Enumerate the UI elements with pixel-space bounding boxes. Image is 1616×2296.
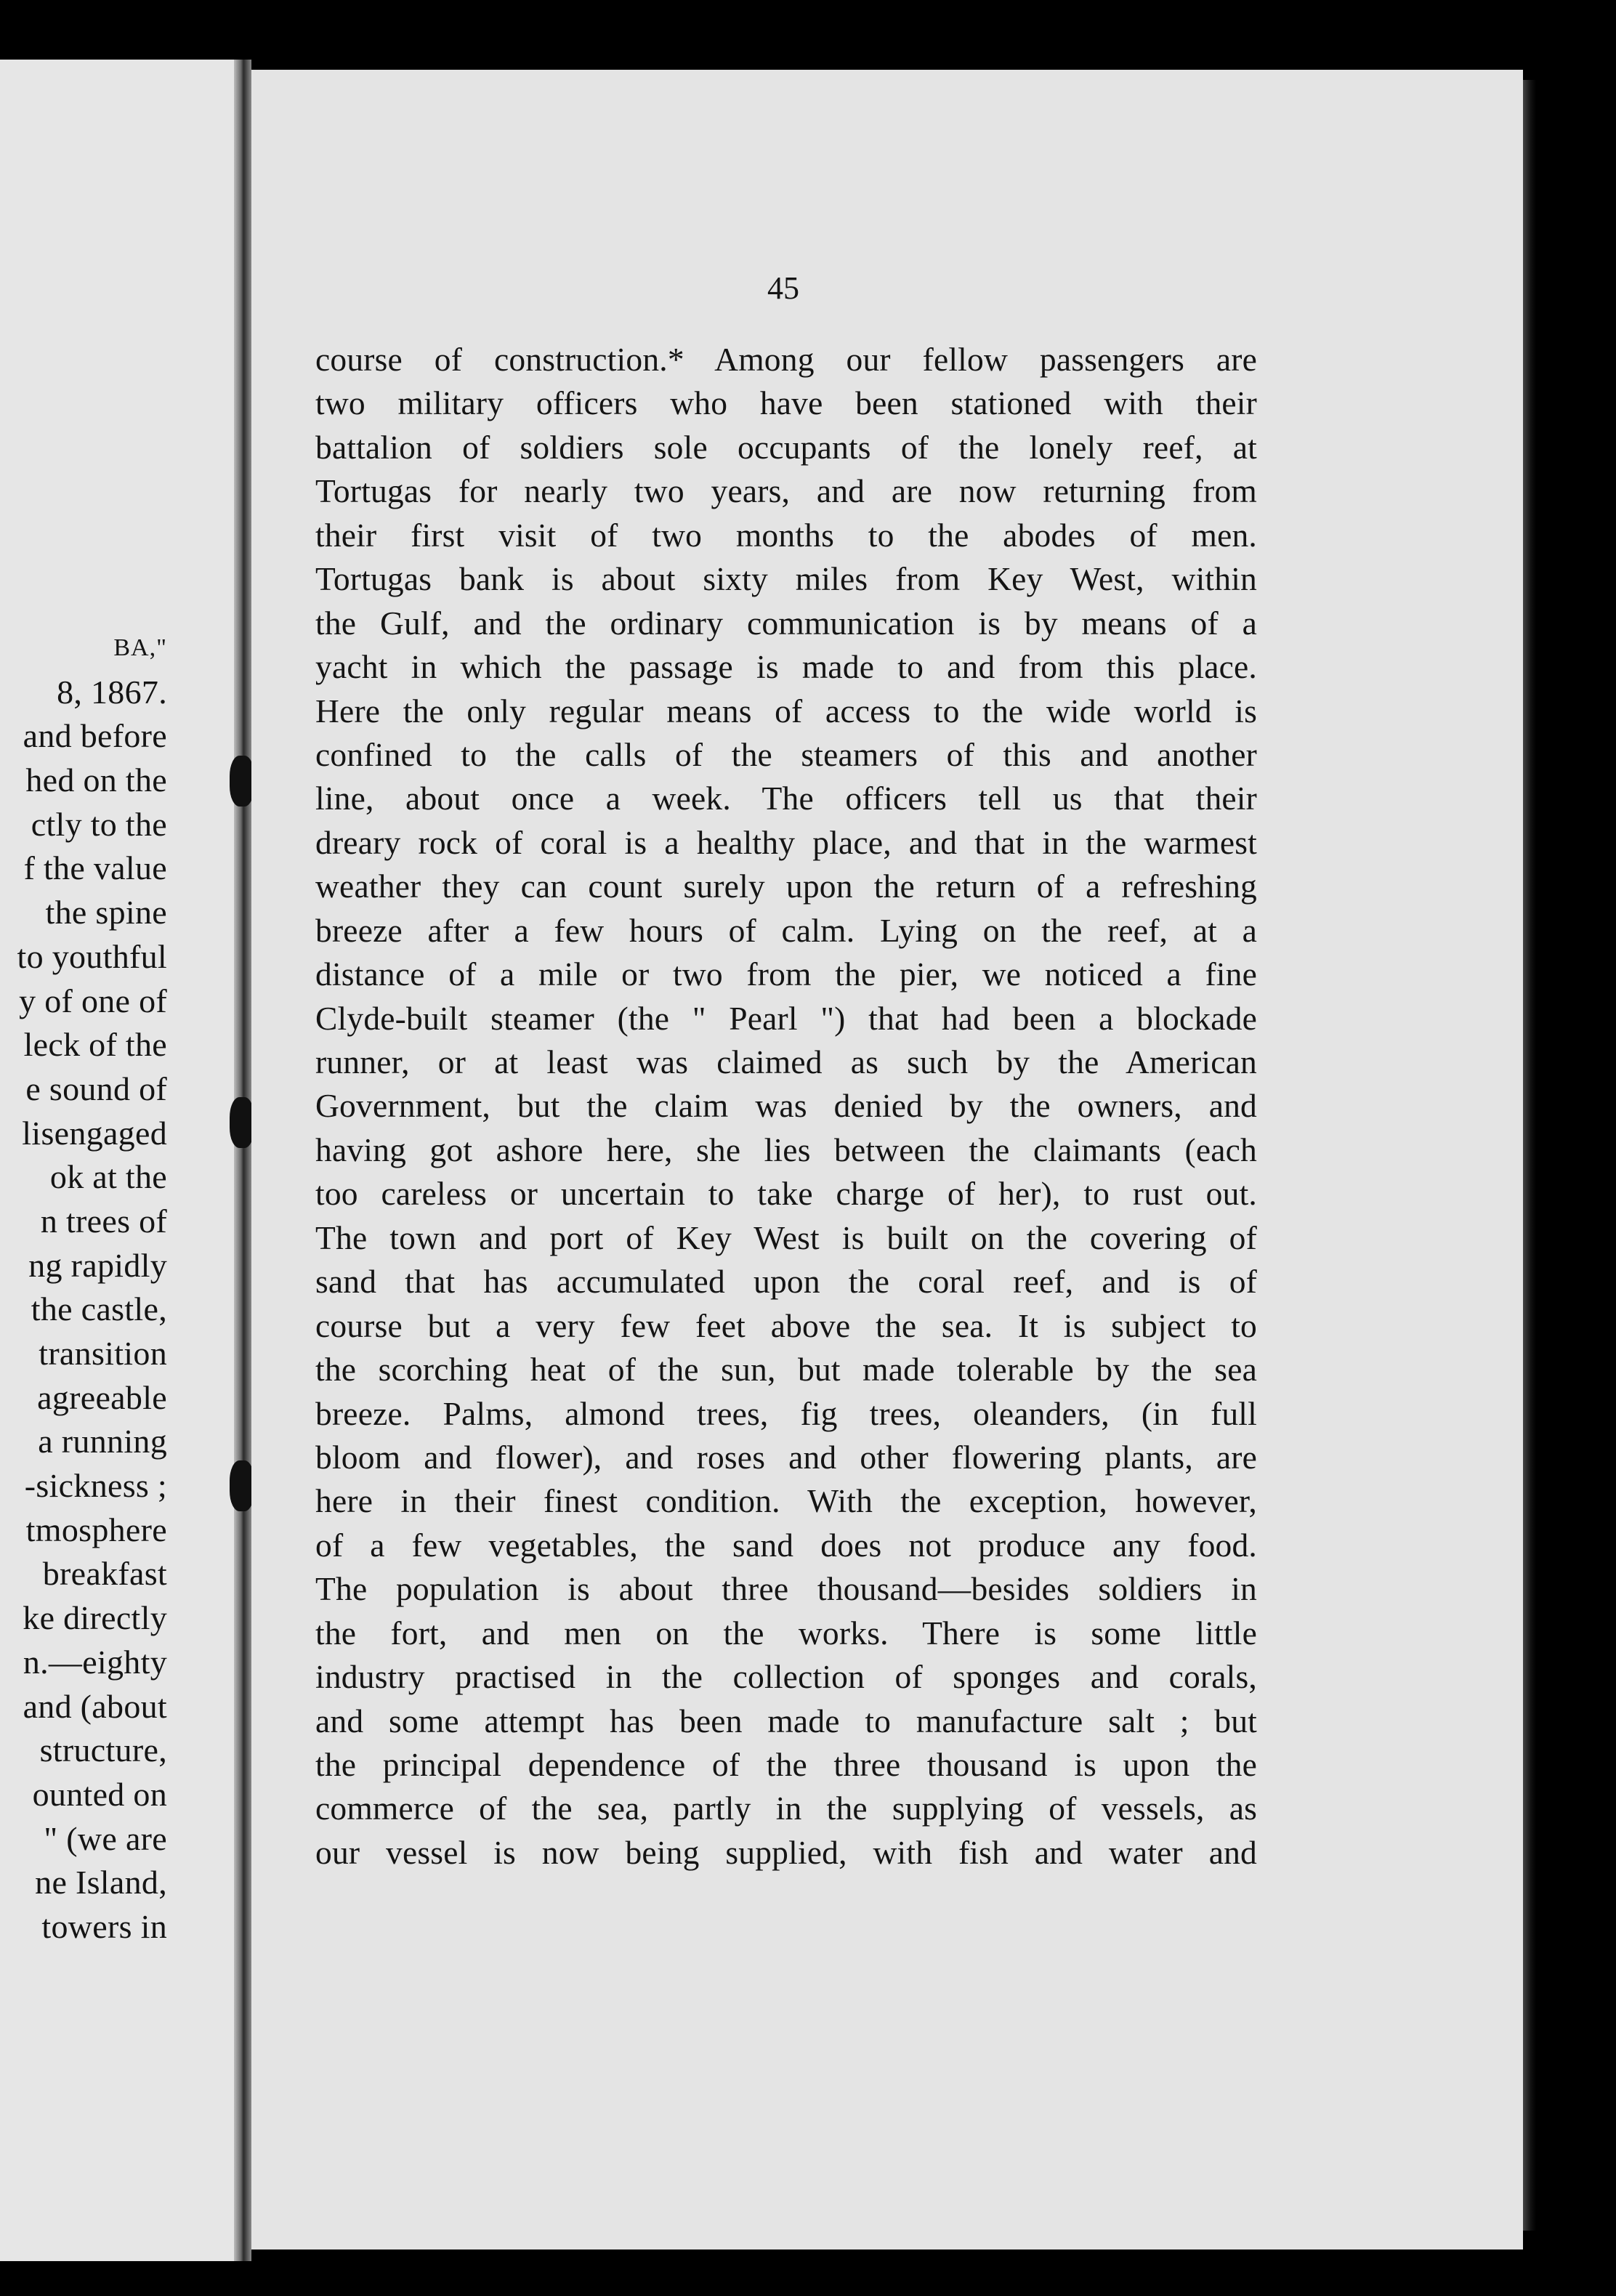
text-line: the scorching heat of the sun, but made tolerable by the sea [315, 1351, 1257, 1388]
text-line: breeze after a few hours of calm. Lying on the reef, at a [315, 911, 1257, 949]
text-line: their first visit of two months to the abodes of men. [315, 516, 1257, 554]
text-line: Tortugas for nearly two years, and are now returning from [315, 472, 1257, 510]
facing-text-line: -sickness ; [24, 1467, 167, 1505]
facing-text-line: breakfast [42, 1555, 167, 1593]
text-line: distance of a mile or two from the pier, we noticed a fine [315, 955, 1257, 993]
text-line: yacht in which the passage is made to and from this place. [315, 648, 1257, 686]
facing-text-line: the spine [45, 894, 167, 931]
text-line: the principal dependence of the three thousand is upon the [315, 1746, 1257, 1783]
facing-text-line: transition [39, 1335, 167, 1372]
facing-page-fragment [0, 60, 234, 2261]
text-line: runner, or at least was claimed as such by the American [315, 1043, 1257, 1080]
facing-text-line: ng rapidly [28, 1246, 167, 1284]
facing-text-line: 8, 1867. [57, 673, 167, 711]
text-line: line, about once a week. The officers tell us that their [315, 780, 1257, 817]
text-line: our vessel is now being supplied, with fish and water and [315, 1833, 1257, 1871]
body-text [315, 338, 1257, 1875]
text-line: of a few vegetables, the sand does not produce any food. [315, 1526, 1257, 1564]
facing-text-line: ne Island, [35, 1864, 167, 1901]
facing-text-line: n trees of [40, 1202, 167, 1240]
text-line: dreary rock of coral is a healthy place, and that in the warmest [315, 823, 1257, 861]
text-line: and some attempt has been made to manufacture salt ; but [315, 1702, 1257, 1739]
facing-text-line: f the value [23, 849, 167, 887]
binding-tie [230, 1097, 254, 1148]
text-line: Here the only regular means of access to the wide world is [315, 692, 1257, 729]
text-line: confined to the calls of the steamers of this and another [315, 735, 1257, 773]
book-gutter [234, 60, 251, 2261]
text-line: sand that has accumulated upon the coral reef, and is of [315, 1263, 1257, 1301]
facing-text-line: and before [23, 717, 167, 755]
text-line: course but a very few feet above the sea. It is subject to [315, 1306, 1257, 1344]
facing-text-line: ok at the [49, 1158, 167, 1196]
text-line: too careless or uncertain to take charge of her), to rust out. [315, 1175, 1257, 1213]
facing-text-line: agreeable [37, 1378, 167, 1416]
page-number: 45 [767, 270, 799, 306]
text-line: commerce of the sea, partly in the supplying of vessels, as [315, 1790, 1257, 1827]
text-line: Government, but the claim was denied by the owners, and [315, 1087, 1257, 1125]
text-line: having got ashore here, she lies between the claimants (each [315, 1131, 1257, 1168]
text-line: battalion of soldiers sole occupants of the lonely reef, at [315, 428, 1257, 466]
facing-text-line: n.—eighty [23, 1643, 167, 1681]
facing-page-text [0, 626, 167, 1949]
text-line: The town and port of Key West is built on the covering of [315, 1218, 1257, 1256]
text-line: the fort, and men on the works. There is some little [315, 1614, 1257, 1652]
facing-text-line: tmosphere [25, 1511, 167, 1548]
facing-text-line: structure, [39, 1731, 167, 1769]
text-line: the Gulf, and the ordinary communication is by means of a [315, 604, 1257, 642]
binding-tie [230, 756, 254, 807]
facing-text-line: e sound of [25, 1070, 167, 1107]
facing-text-line: and (about [23, 1687, 167, 1725]
text-line: here in their finest condition. With the exception, however, [315, 1482, 1257, 1520]
binding-tie [230, 1460, 254, 1511]
facing-text-line: y of one of [19, 982, 167, 1019]
facing-text-line: ounted on [32, 1775, 167, 1813]
facing-text-line: towers in [41, 1907, 167, 1945]
text-line: Tortugas bank is about sixty miles from Key West, within [315, 560, 1257, 598]
facing-text-line: " (we are [44, 1819, 167, 1857]
facing-text-line: leck of the [23, 1026, 167, 1064]
page-edge [1523, 80, 1536, 2231]
text-line: two military officers who have been stationed with their [315, 384, 1257, 422]
facing-text-line: lisengaged [22, 1114, 167, 1152]
facing-text-line: BA," [113, 634, 167, 661]
facing-text-line: to youthful [17, 937, 167, 975]
text-line: bloom and flower), and roses and other flowering plants, are [315, 1438, 1257, 1476]
text-line: course of construction.* Among our fellow passengers are [315, 341, 1257, 378]
facing-text-line: the castle, [31, 1290, 167, 1328]
facing-text-line: hed on the [25, 761, 167, 799]
text-line: breeze. Palms, almond trees, fig trees, oleanders, (in full [315, 1394, 1257, 1432]
text-line: industry practised in the collection of sponges and corals, [315, 1658, 1257, 1696]
facing-text-line: ke directly [23, 1599, 167, 1637]
text-line: The population is about three thousand—besides soldiers in [315, 1570, 1257, 1608]
facing-text-line: a running [38, 1423, 167, 1460]
text-line: Clyde-built steamer (the " Pearl ") that had been a blockade [315, 999, 1257, 1037]
facing-text-line: ctly to the [31, 805, 167, 843]
text-line: weather they can count surely upon the return of a refreshing [315, 868, 1257, 905]
